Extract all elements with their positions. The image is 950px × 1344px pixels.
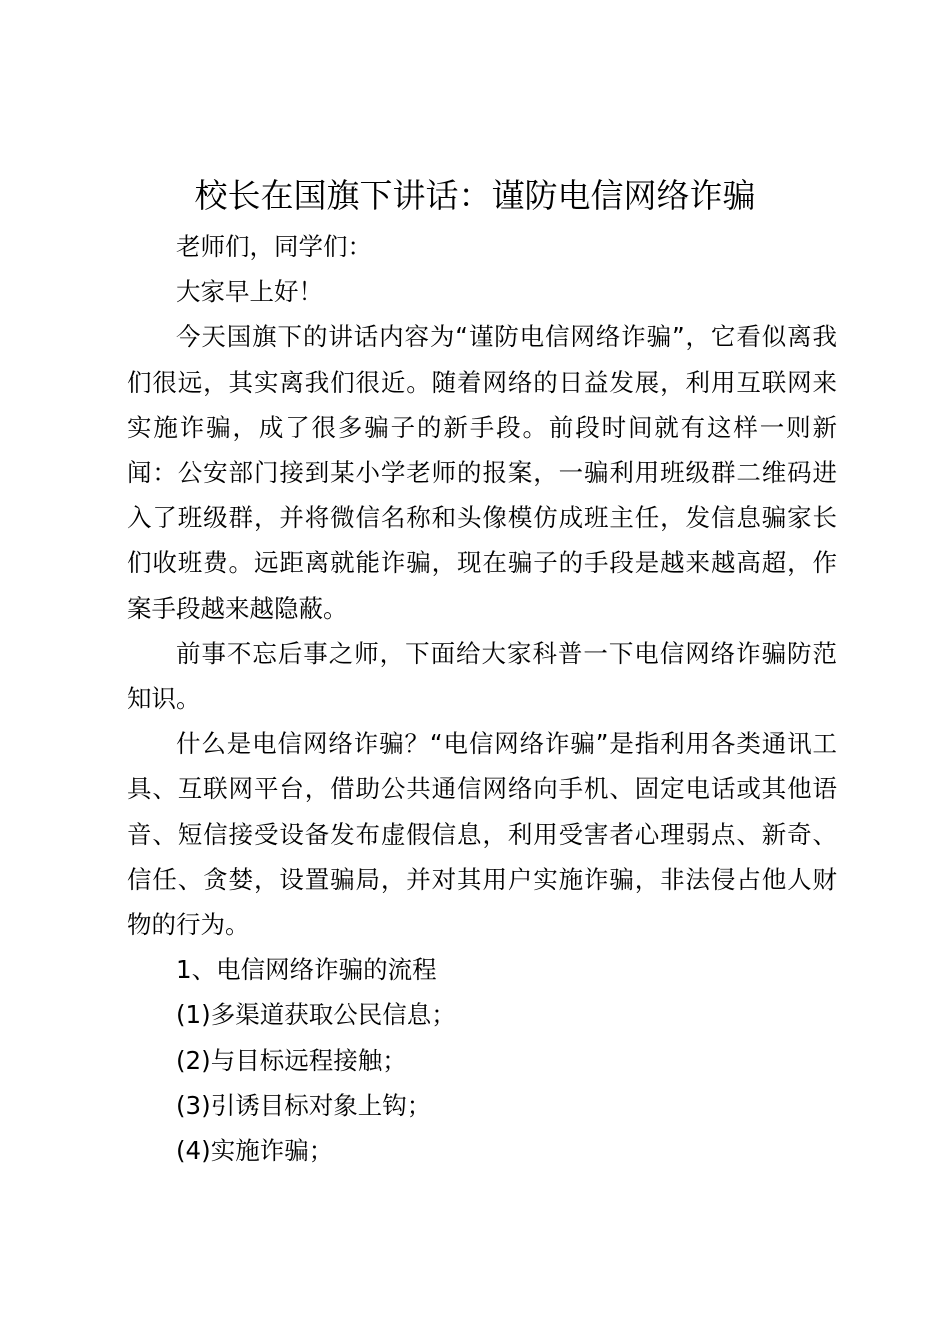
list-item: (4)实施诈骗； xyxy=(176,1136,334,1166)
section-heading: 1、电信网络诈骗的流程 xyxy=(176,955,437,985)
document-body xyxy=(127,224,837,1173)
list-item: (1)多渠道获取公民信息； xyxy=(176,1000,456,1030)
morning-greeting-paragraph: 大家早上好！ xyxy=(176,277,323,307)
document-title: 校长在国旗下讲话：谨防电信网络诈骗 xyxy=(194,176,756,215)
intro-paragraph: 今天国旗下的讲话内容为“谨防电信网络诈骗”，它看似离我们很远，其实离我们很近。随着网络的日益发展，利用互联网来实施诈骗，成了很多骗子的新手段。前段时间就有这样一则新闻：公安部门接到某小学老师的报案，一骗利用班级群二维码进入了班级群，并将微信名称和头像模仿成班主任，发信息骗家长们收班费。远距离就能诈骗，现在骗子的手段是越来越高超，作案手段越来越隐蔽。 xyxy=(127,322,837,623)
greeting-paragraph: 老师们，同学们： xyxy=(176,232,372,261)
list-item: (2)与目标远程接触； xyxy=(176,1045,407,1075)
science-popularization-paragraph: 前事不忘后事之师，下面给大家科普一下电信网络诈骗防范知识。 xyxy=(127,638,837,714)
definition-paragraph: 什么是电信网络诈骗？“电信网络诈骗”是指利用各类通讯工具、互联网平台，借助公共通信网络向手机、固定电话或其他语音、短信接受设备发布虚假信息，利用受害者心理弱点、新奇、信任、贪婪，设置骗局，并对其用户实施诈骗，非法侵占他人财物的行为。 xyxy=(127,729,837,940)
list-item: (3)引诱目标对象上钩； xyxy=(176,1090,432,1120)
